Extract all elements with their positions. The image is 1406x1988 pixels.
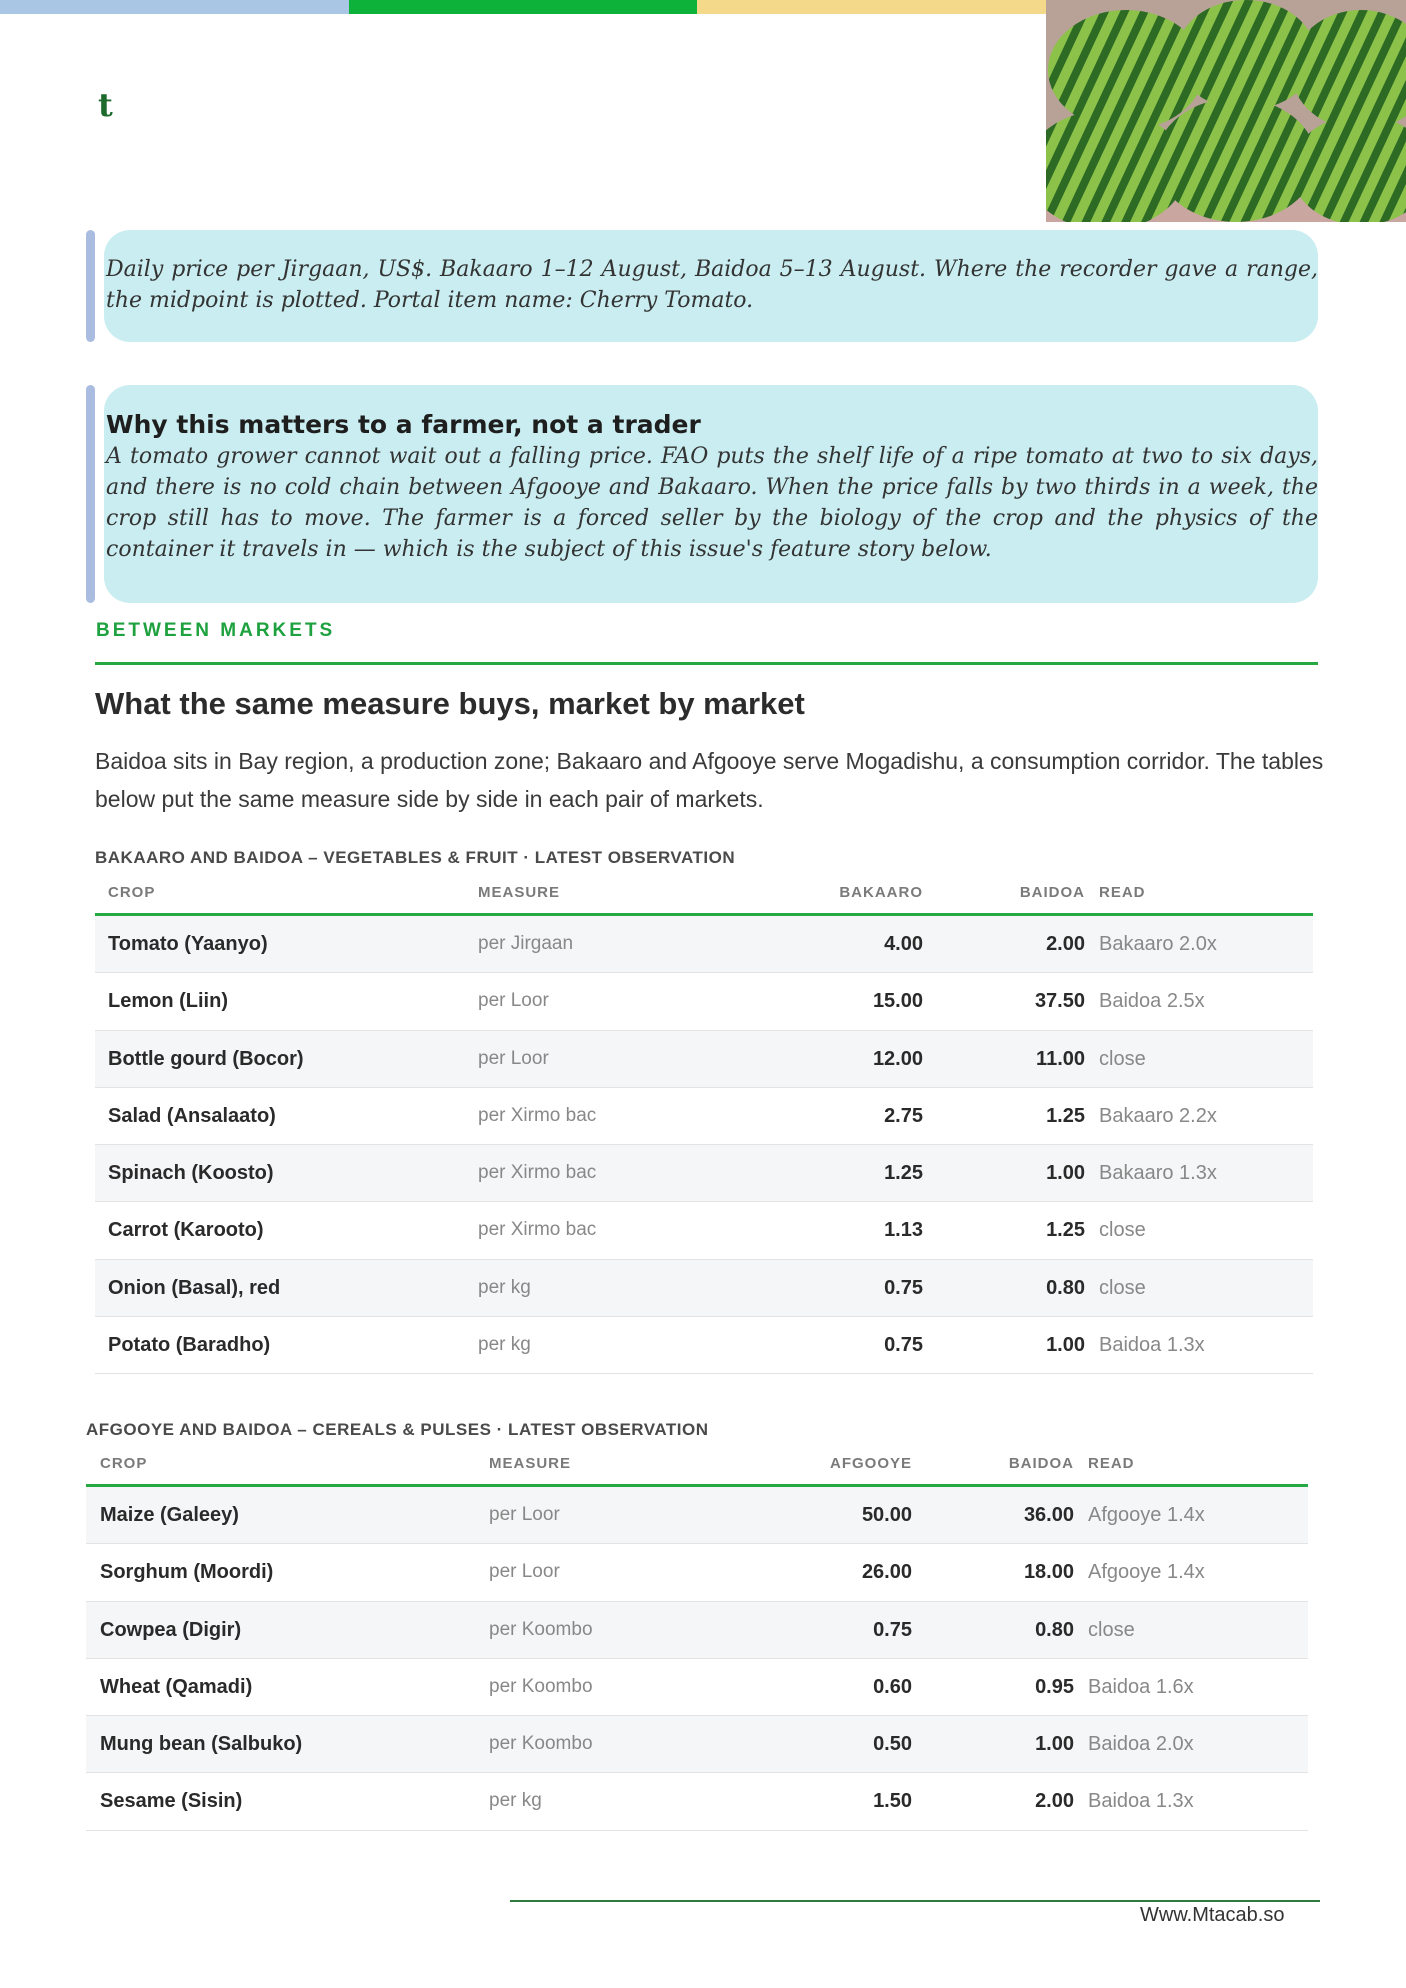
cell-price-b: 1.25 [1046, 1104, 1085, 1127]
table-row [86, 1773, 1308, 1830]
cell-crop: Maize (Galeey) [100, 1504, 239, 1526]
cell-read: Baidoa 1.3x [1099, 1334, 1205, 1357]
cell-price-a: 0.75 [884, 1334, 923, 1357]
cell-crop: Lemon (Liin) [108, 990, 228, 1013]
top-color-bar [0, 0, 1046, 14]
table1 [95, 880, 1313, 1374]
cell-read: Baidoa 2.5x [1099, 990, 1205, 1013]
chart-note-text: Daily price per Jirgaan, US$. Bakaaro 1–12 August, Baidoa 5–13 August. Where the recorder gave a range, the midpoint is plotted. Portal item name: Cherry Tomato. [106, 257, 1318, 313]
table-row [86, 1544, 1308, 1601]
cell-price-b: 36.00 [1023, 1504, 1074, 1526]
cell-measure: per Loor [478, 990, 549, 1012]
table-row [86, 1487, 1308, 1544]
th-crop: CROP [108, 884, 156, 901]
cell-measure: per Koombo [489, 1675, 593, 1697]
color-bar-yellow [697, 0, 1046, 14]
table-row [86, 1716, 1308, 1773]
cell-price-a: 0.60 [873, 1675, 912, 1698]
masthead-logo: t [98, 86, 113, 124]
table1-title: BAKAARO AND BAIDOA – VEGETABLES & FRUIT · LATEST OBSERVATION [95, 848, 736, 867]
cell-read: close [1099, 1219, 1146, 1242]
callout-accent-bar [86, 230, 95, 342]
table-row [95, 1088, 1313, 1145]
section-lede: Baidoa sits in Bay region, a production zone; Bakaaro and Afgooye serve Mogadishu, a consumption corridor. The tables below put the same measure side by side in each pair of markets. [95, 748, 1324, 812]
watermelon-photo [1046, 0, 1406, 222]
farmer-note-callout [86, 385, 1318, 603]
cell-read: Bakaaro 2.0x [1099, 933, 1217, 955]
th-market-b: BAIDOA [1019, 884, 1085, 901]
cell-crop: Spinach (Koosto) [108, 1162, 274, 1185]
table-row [95, 973, 1313, 1030]
cell-measure: per Koombo [489, 1618, 593, 1640]
cell-price-b: 0.80 [1035, 1618, 1074, 1641]
cell-price-b: 2.00 [1035, 1790, 1074, 1813]
cell-price-a: 0.75 [884, 1276, 923, 1299]
cell-price-a: 4.00 [884, 933, 923, 955]
cell-price-b: 1.00 [1035, 1733, 1074, 1756]
cell-read: Afgooye 1.4x [1088, 1504, 1205, 1526]
cell-price-a: 50.00 [861, 1504, 912, 1526]
cell-read: Baidoa 2.0x [1088, 1733, 1194, 1756]
cell-price-a: 2.75 [884, 1104, 923, 1127]
table-row [95, 1145, 1313, 1202]
cell-measure: per Loor [478, 1047, 549, 1069]
cell-crop: Tomato (Yaanyo) [108, 933, 268, 955]
cell-measure: per kg [489, 1790, 542, 1812]
farmer-note-heading: Why this matters to a farmer, not a trader [106, 410, 701, 439]
cell-read: Baidoa 1.6x [1088, 1675, 1194, 1698]
th-measure: MEASURE [478, 884, 561, 901]
cell-price-b: 1.25 [1046, 1219, 1085, 1242]
cell-measure: per Xirmo bac [478, 1162, 597, 1184]
cell-read: close [1099, 1276, 1146, 1299]
cell-price-b: 37.50 [1034, 990, 1085, 1013]
section-label: BETWEEN MARKETS [96, 620, 336, 641]
cell-read: close [1088, 1618, 1135, 1641]
cell-price-b: 0.80 [1046, 1276, 1085, 1299]
table-row [86, 1659, 1308, 1716]
cell-price-a: 1.13 [884, 1219, 923, 1242]
section-title: What the same measure buys, market by market [95, 686, 805, 721]
cell-crop: Carrot (Karooto) [108, 1219, 264, 1242]
table-row [95, 916, 1313, 973]
table2 [86, 1451, 1308, 1831]
cell-price-a: 1.50 [873, 1790, 912, 1813]
cell-measure: per Loor [489, 1504, 560, 1525]
cell-price-b: 11.00 [1036, 1047, 1085, 1070]
th-market-a: AFGOOYE [829, 1455, 912, 1472]
cell-measure: per Jirgaan [478, 933, 574, 954]
farmer-note-text: A tomato grower cannot wait out a falling price. FAO puts the shelf life of a ripe tomato at two to six days, and there is no cold chain between Afgooye and Bakaaro. When the price falls by two thirds in a week, the crop still has to move. The farmer is a forced seller by the biology of the crop and the physics of the container it travels in — which is the subject of this issue's feature story below. [106, 444, 1318, 562]
cell-price-a: 0.50 [873, 1733, 912, 1756]
cell-price-a: 26.00 [861, 1561, 912, 1584]
footer-divider [510, 1900, 1320, 1902]
cell-price-a: 12.00 [872, 1047, 923, 1070]
cell-price-a: 1.25 [884, 1162, 923, 1185]
table-row [95, 1202, 1313, 1259]
cell-measure: per Xirmo bac [478, 1104, 597, 1126]
table2-header [86, 1451, 1308, 1487]
cell-crop: Sorghum (Moordi) [100, 1561, 274, 1584]
table-row [86, 1602, 1308, 1659]
cell-measure: per kg [478, 1276, 531, 1298]
cell-crop: Salad (Ansalaato) [108, 1104, 276, 1127]
cell-price-b: 2.00 [1046, 933, 1085, 955]
cell-crop: Onion (Basal), red [108, 1276, 281, 1299]
cell-crop: Wheat (Qamadi) [100, 1675, 253, 1698]
cell-measure: per kg [478, 1334, 531, 1356]
table1-body [95, 916, 1313, 1374]
table-row [95, 1317, 1313, 1374]
cell-read: Afgooye 1.4x [1088, 1561, 1205, 1584]
th-measure: MEASURE [489, 1455, 572, 1472]
table2-title: AFGOOYE AND BAIDOA – CEREALS & PULSES · LATEST OBSERVATION [86, 1420, 709, 1439]
table1-header [95, 880, 1313, 916]
table-row [95, 1260, 1313, 1317]
cell-measure: per Koombo [489, 1733, 593, 1755]
cell-price-a: 15.00 [872, 990, 923, 1013]
cell-price-b: 18.00 [1023, 1561, 1074, 1584]
cell-price-b: 1.00 [1046, 1334, 1085, 1357]
cell-measure: per Loor [489, 1561, 560, 1583]
cell-price-b: 0.95 [1035, 1675, 1074, 1698]
cell-crop: Bottle gourd (Bocor) [108, 1047, 304, 1070]
th-read: READ [1088, 1455, 1135, 1472]
cell-read: close [1099, 1047, 1146, 1070]
table2-body [86, 1487, 1308, 1831]
cell-read: Bakaaro 1.3x [1099, 1162, 1217, 1185]
th-read: READ [1099, 884, 1146, 901]
cell-read: Baidoa 1.3x [1088, 1790, 1194, 1813]
color-bar-blue [0, 0, 349, 14]
chart-note-callout [86, 230, 1318, 342]
footer-website-link[interactable]: Www.Mtacab.so [1140, 1904, 1285, 1926]
table-row [95, 1031, 1313, 1088]
section-divider [95, 662, 1318, 665]
th-market-a: BAKAARO [839, 884, 923, 901]
cell-crop: Mung bean (Salbuko) [100, 1733, 303, 1756]
cell-read: Bakaaro 2.2x [1099, 1104, 1217, 1127]
cell-crop: Potato (Baradho) [108, 1334, 271, 1357]
th-market-b: BAIDOA [1008, 1455, 1074, 1472]
cell-crop: Sesame (Sisin) [100, 1790, 243, 1813]
callout-accent-bar [86, 385, 95, 603]
cell-crop: Cowpea (Digir) [100, 1618, 242, 1641]
th-crop: CROP [100, 1455, 148, 1472]
cell-price-a: 0.75 [873, 1618, 912, 1641]
cell-measure: per Xirmo bac [478, 1219, 597, 1241]
color-bar-green [349, 0, 698, 14]
cell-price-b: 1.00 [1046, 1162, 1085, 1185]
